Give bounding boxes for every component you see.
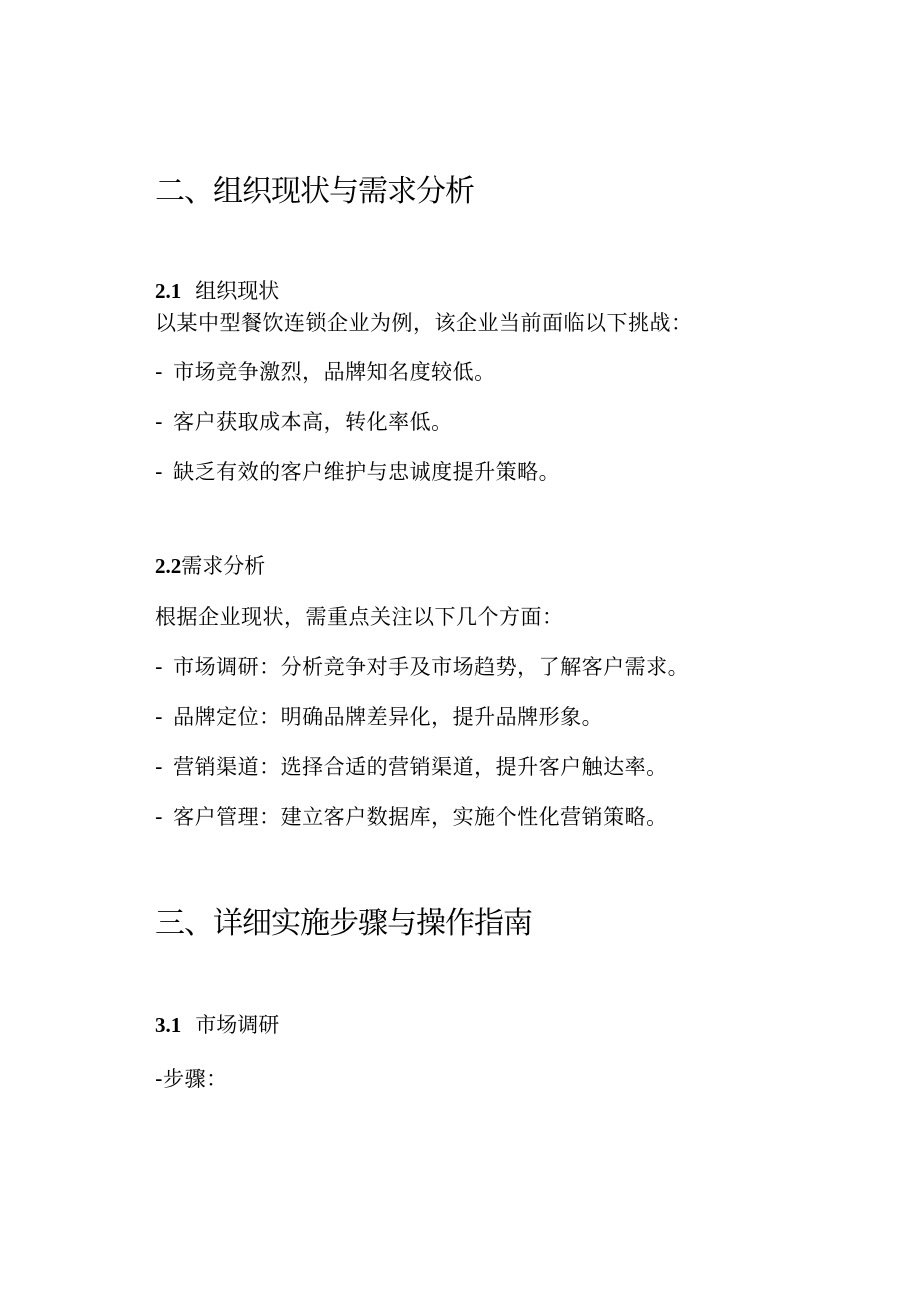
subsection-2-1-number: 2.1 [155,279,182,303]
subsection-2-2-title: 需求分析 [181,554,266,578]
list-item [155,703,603,731]
list-marker: - [155,460,164,484]
list-item [155,358,496,386]
list-item-text: 市场调研：分析竞争对手及市场趋势，了解客户需求。 [173,655,690,679]
list-item [155,408,453,436]
list-item-text: 营销渠道：选择合适的营销渠道，提升客户触达率。 [173,755,668,779]
subsection-2-2-intro: 根据企业现状，需重点关注以下几个方面： [155,605,564,629]
list-item-text: 客户管理：建立客户数据库，实施个性化营销策略。 [173,805,668,829]
section-2-title: 二、组织现状与需求分析 [155,174,474,209]
list-item [155,803,668,831]
subsection-2-2-number: 2.2 [155,554,182,578]
subsection-3-1-heading [155,1011,279,1039]
list-item [155,458,560,486]
list-marker: - [155,360,164,384]
list-marker: - [155,705,164,729]
subsection-2-1-heading [155,277,279,305]
list-item-text: 客户获取成本高，转化率低。 [173,410,453,434]
list-marker: - [155,655,164,679]
list-item-text: 市场竞争激烈，品牌知名度较低。 [173,360,496,384]
subsection-2-1-intro: 以某中型餐饮连锁企业为例，该企业当前面临以下挑战： [155,311,693,335]
steps-label: -步骤： [155,1067,228,1091]
list-marker: - [155,805,164,829]
subsection-3-1-title: 市场调研 [195,1013,280,1037]
subsection-2-1-title: 组织现状 [195,279,280,303]
list-marker: - [155,755,164,779]
section-3-title: 三、详细实施步骤与操作指南 [155,906,532,941]
subsection-3-1-number: 3.1 [155,1013,182,1037]
list-item [155,653,689,681]
list-item-text: 缺乏有效的客户维护与忠诚度提升策略。 [173,460,561,484]
list-item-text: 品牌定位：明确品牌差异化，提升品牌形象。 [173,705,604,729]
list-marker: - [155,410,164,434]
list-item [155,753,668,781]
subsection-2-2-heading [155,552,265,580]
